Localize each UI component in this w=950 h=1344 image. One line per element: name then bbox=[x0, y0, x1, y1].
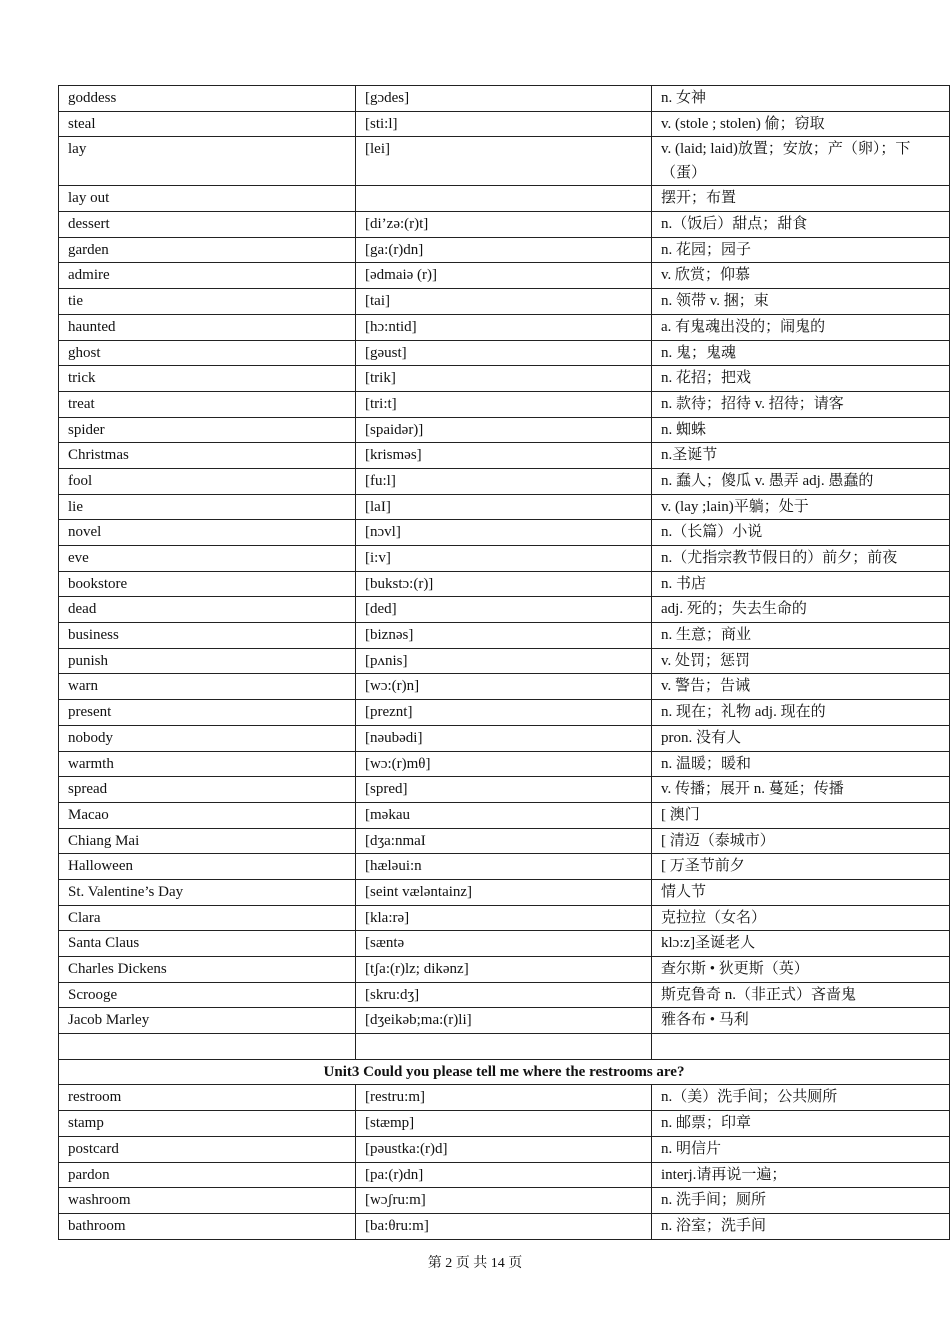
phonetic-cell: [tʃa:(r)lz; dikənz] bbox=[356, 957, 652, 983]
table-row bbox=[59, 648, 950, 674]
phonetic-cell: [tai] bbox=[356, 289, 652, 315]
table-row bbox=[59, 1008, 950, 1034]
phonetic-cell: [restru:m] bbox=[356, 1085, 652, 1111]
table-row bbox=[59, 597, 950, 623]
word-cell: Chiang Mai bbox=[59, 828, 356, 854]
phonetic-cell: [ga:(r)dn] bbox=[356, 237, 652, 263]
word-cell: fool bbox=[59, 468, 356, 494]
phonetic-cell: [seint væləntainz] bbox=[356, 879, 652, 905]
word-cell: Jacob Marley bbox=[59, 1008, 356, 1034]
word-cell: steal bbox=[59, 111, 356, 137]
meaning-cell: n. 花招；把戏 bbox=[652, 366, 950, 392]
meaning-cell: v. 欣赏；仰慕 bbox=[652, 263, 950, 289]
table-row bbox=[59, 263, 950, 289]
table-row bbox=[59, 931, 950, 957]
meaning-cell: n. 蜘蛛 bbox=[652, 417, 950, 443]
meaning-cell: n.（饭后）甜点；甜食 bbox=[652, 212, 950, 238]
word-cell: nobody bbox=[59, 725, 356, 751]
meaning-cell: klɔ:z]圣诞老人 bbox=[652, 931, 950, 957]
phonetic-cell: [bukstɔ:(r)] bbox=[356, 571, 652, 597]
word-cell: Macao bbox=[59, 802, 356, 828]
phonetic-cell: [stæmp] bbox=[356, 1111, 652, 1137]
phonetic-cell: [nɔvl] bbox=[356, 520, 652, 546]
word-cell: goddess bbox=[59, 86, 356, 112]
meaning-cell: n.（美）洗手间；公共厕所 bbox=[652, 1085, 950, 1111]
phonetic-cell: [trik] bbox=[356, 366, 652, 392]
word-cell: eve bbox=[59, 546, 356, 572]
table-row bbox=[59, 802, 950, 828]
table-row bbox=[59, 751, 950, 777]
phonetic-cell: [wɔʃru:m] bbox=[356, 1188, 652, 1214]
phonetic-cell: [lei] bbox=[356, 137, 652, 186]
table-row bbox=[59, 571, 950, 597]
table-row bbox=[59, 1162, 950, 1188]
word-cell: garden bbox=[59, 237, 356, 263]
table-row bbox=[59, 854, 950, 880]
table-row bbox=[59, 1188, 950, 1214]
meaning-cell: n. 明信片 bbox=[652, 1136, 950, 1162]
table-row bbox=[59, 674, 950, 700]
phonetic-cell bbox=[356, 186, 652, 212]
word-cell: admire bbox=[59, 263, 356, 289]
table-row bbox=[59, 982, 950, 1008]
table-row bbox=[59, 957, 950, 983]
table-row bbox=[59, 494, 950, 520]
word-cell: tie bbox=[59, 289, 356, 315]
unit-header-row bbox=[59, 1059, 950, 1085]
meaning-cell: 查尔斯 • 狄更斯（英） bbox=[652, 957, 950, 983]
meaning-cell: v. 警告；告诫 bbox=[652, 674, 950, 700]
phonetic-cell: [sti:l] bbox=[356, 111, 652, 137]
table-row bbox=[59, 1034, 950, 1060]
word-cell: pardon bbox=[59, 1162, 356, 1188]
phonetic-cell: [i:v] bbox=[356, 546, 652, 572]
meaning-cell: 摆开；布置 bbox=[652, 186, 950, 212]
vocabulary-table bbox=[58, 85, 950, 1240]
phonetic-cell: [pa:(r)dn] bbox=[356, 1162, 652, 1188]
meaning-cell: n. 蠢人；傻瓜 v. 愚弄 adj. 愚蠢的 bbox=[652, 468, 950, 494]
word-cell: St. Valentine’s Day bbox=[59, 879, 356, 905]
table-row bbox=[59, 546, 950, 572]
word-cell: novel bbox=[59, 520, 356, 546]
meaning-cell: [ 清迈（泰城市） bbox=[652, 828, 950, 854]
word-cell: stamp bbox=[59, 1111, 356, 1137]
meaning-cell: 情人节 bbox=[652, 879, 950, 905]
table-row bbox=[59, 623, 950, 649]
word-cell: Santa Claus bbox=[59, 931, 356, 957]
phonetic-cell: [hæləui:n bbox=[356, 854, 652, 880]
meaning-cell: pron. 没有人 bbox=[652, 725, 950, 751]
word-cell: warn bbox=[59, 674, 356, 700]
word-cell: lay out bbox=[59, 186, 356, 212]
phonetic-cell: [krisməs] bbox=[356, 443, 652, 469]
table-row bbox=[59, 186, 950, 212]
meaning-cell bbox=[652, 1034, 950, 1060]
table-row bbox=[59, 777, 950, 803]
unit-header: Unit3 Could you please tell me where the restrooms are? bbox=[59, 1059, 950, 1085]
table-row bbox=[59, 237, 950, 263]
word-cell: bookstore bbox=[59, 571, 356, 597]
phonetic-cell: [spaidər)] bbox=[356, 417, 652, 443]
table-row bbox=[59, 212, 950, 238]
phonetic-cell: [sæntə bbox=[356, 931, 652, 957]
phonetic-cell: [dʒeikəb;ma:(r)li] bbox=[356, 1008, 652, 1034]
table-row bbox=[59, 86, 950, 112]
meaning-cell: n. 鬼；鬼魂 bbox=[652, 340, 950, 366]
meaning-cell: adj. 死的；失去生命的 bbox=[652, 597, 950, 623]
meaning-cell: interj.请再说一遍； bbox=[652, 1162, 950, 1188]
table-row bbox=[59, 289, 950, 315]
phonetic-cell: [tri:t] bbox=[356, 391, 652, 417]
table-row bbox=[59, 1111, 950, 1137]
phonetic-cell: [nəubədi] bbox=[356, 725, 652, 751]
meaning-cell: n. 温暖；暖和 bbox=[652, 751, 950, 777]
table-row bbox=[59, 520, 950, 546]
table-row bbox=[59, 391, 950, 417]
meaning-cell: n. 领带 v. 捆；束 bbox=[652, 289, 950, 315]
word-cell: treat bbox=[59, 391, 356, 417]
meaning-cell: 雅各布 • 马利 bbox=[652, 1008, 950, 1034]
word-cell: warmth bbox=[59, 751, 356, 777]
phonetic-cell: [ba:θru:m] bbox=[356, 1213, 652, 1239]
word-cell: Halloween bbox=[59, 854, 356, 880]
table-row bbox=[59, 137, 950, 186]
meaning-cell: n. 款待；招待 v. 招待；请客 bbox=[652, 391, 950, 417]
phonetic-cell: [biznəs] bbox=[356, 623, 652, 649]
phonetic-cell: [preznt] bbox=[356, 700, 652, 726]
meaning-cell: v. 处罚；惩罚 bbox=[652, 648, 950, 674]
phonetic-cell: [gəust] bbox=[356, 340, 652, 366]
word-cell: punish bbox=[59, 648, 356, 674]
meaning-cell: n. 洗手间；厕所 bbox=[652, 1188, 950, 1214]
phonetic-cell: [fu:l] bbox=[356, 468, 652, 494]
phonetic-cell: [wɔ:(r)mθ] bbox=[356, 751, 652, 777]
word-cell: dead bbox=[59, 597, 356, 623]
meaning-cell: n.圣诞节 bbox=[652, 443, 950, 469]
word-cell: washroom bbox=[59, 1188, 356, 1214]
word-cell: lay bbox=[59, 137, 356, 186]
meaning-cell: n.（尤指宗教节假日的）前夕；前夜 bbox=[652, 546, 950, 572]
phonetic-cell: [hɔ:ntid] bbox=[356, 314, 652, 340]
word-cell: present bbox=[59, 700, 356, 726]
meaning-cell: v. (laid; laid)放置；安放；产（卵）；下（蛋） bbox=[652, 137, 950, 186]
word-cell: business bbox=[59, 623, 356, 649]
meaning-cell: a. 有鬼魂出没的；闹鬼的 bbox=[652, 314, 950, 340]
table-row bbox=[59, 879, 950, 905]
meaning-cell: n. 邮票；印章 bbox=[652, 1111, 950, 1137]
meaning-cell: v. (lay ;lain)平躺；处于 bbox=[652, 494, 950, 520]
word-cell bbox=[59, 1034, 356, 1060]
phonetic-cell: [dʒa:nmaI bbox=[356, 828, 652, 854]
table-row bbox=[59, 340, 950, 366]
word-cell: spread bbox=[59, 777, 356, 803]
meaning-cell: n.（长篇）小说 bbox=[652, 520, 950, 546]
phonetic-cell: [spred] bbox=[356, 777, 652, 803]
table-row bbox=[59, 1136, 950, 1162]
table-row bbox=[59, 725, 950, 751]
table-row bbox=[59, 443, 950, 469]
table-row bbox=[59, 905, 950, 931]
table-row bbox=[59, 417, 950, 443]
meaning-cell: [ 万圣节前夕 bbox=[652, 854, 950, 880]
word-cell: Christmas bbox=[59, 443, 356, 469]
table-row bbox=[59, 468, 950, 494]
meaning-cell: 斯克鲁奇 n.（非正式）吝啬鬼 bbox=[652, 982, 950, 1008]
word-cell: Charles Dickens bbox=[59, 957, 356, 983]
phonetic-cell: [ded] bbox=[356, 597, 652, 623]
meaning-cell: n. 浴室；洗手间 bbox=[652, 1213, 950, 1239]
meaning-cell: n. 花园；园子 bbox=[652, 237, 950, 263]
meaning-cell: n. 女神 bbox=[652, 86, 950, 112]
phonetic-cell: [skru:dʒ] bbox=[356, 982, 652, 1008]
phonetic-cell: [di’zə:(r)t] bbox=[356, 212, 652, 238]
table-row bbox=[59, 1213, 950, 1239]
word-cell: trick bbox=[59, 366, 356, 392]
table-row bbox=[59, 366, 950, 392]
meaning-cell: n. 书店 bbox=[652, 571, 950, 597]
word-cell: ghost bbox=[59, 340, 356, 366]
table-row bbox=[59, 700, 950, 726]
word-cell: bathroom bbox=[59, 1213, 356, 1239]
meaning-cell: v. 传播；展开 n. 蔓延；传播 bbox=[652, 777, 950, 803]
meaning-cell: 克拉拉（女名） bbox=[652, 905, 950, 931]
table-row bbox=[59, 314, 950, 340]
word-cell: postcard bbox=[59, 1136, 356, 1162]
table-row bbox=[59, 1085, 950, 1111]
word-cell: restroom bbox=[59, 1085, 356, 1111]
phonetic-cell: [pʌnis] bbox=[356, 648, 652, 674]
word-cell: dessert bbox=[59, 212, 356, 238]
phonetic-cell: [kla:rə] bbox=[356, 905, 652, 931]
phonetic-cell: [laI] bbox=[356, 494, 652, 520]
word-cell: Clara bbox=[59, 905, 356, 931]
page-number-footer: 第 2 页 共 14 页 bbox=[427, 1256, 523, 1271]
word-cell: Scrooge bbox=[59, 982, 356, 1008]
table-row bbox=[59, 111, 950, 137]
word-cell: lie bbox=[59, 494, 356, 520]
meaning-cell: n. 现在；礼物 adj. 现在的 bbox=[652, 700, 950, 726]
phonetic-cell: [pəustka:(r)d] bbox=[356, 1136, 652, 1162]
meaning-cell: v. (stole ; stolen) 偷；窃取 bbox=[652, 111, 950, 137]
table-row bbox=[59, 828, 950, 854]
phonetic-cell bbox=[356, 1034, 652, 1060]
word-cell: spider bbox=[59, 417, 356, 443]
word-cell: haunted bbox=[59, 314, 356, 340]
vocabulary-table-body bbox=[59, 86, 950, 1240]
phonetic-cell: [məkau bbox=[356, 802, 652, 828]
phonetic-cell: [wɔ:(r)n] bbox=[356, 674, 652, 700]
meaning-cell: [ 澳门 bbox=[652, 802, 950, 828]
phonetic-cell: [ədmaiə (r)] bbox=[356, 263, 652, 289]
meaning-cell: n. 生意；商业 bbox=[652, 623, 950, 649]
phonetic-cell: [gɔdes] bbox=[356, 86, 652, 112]
